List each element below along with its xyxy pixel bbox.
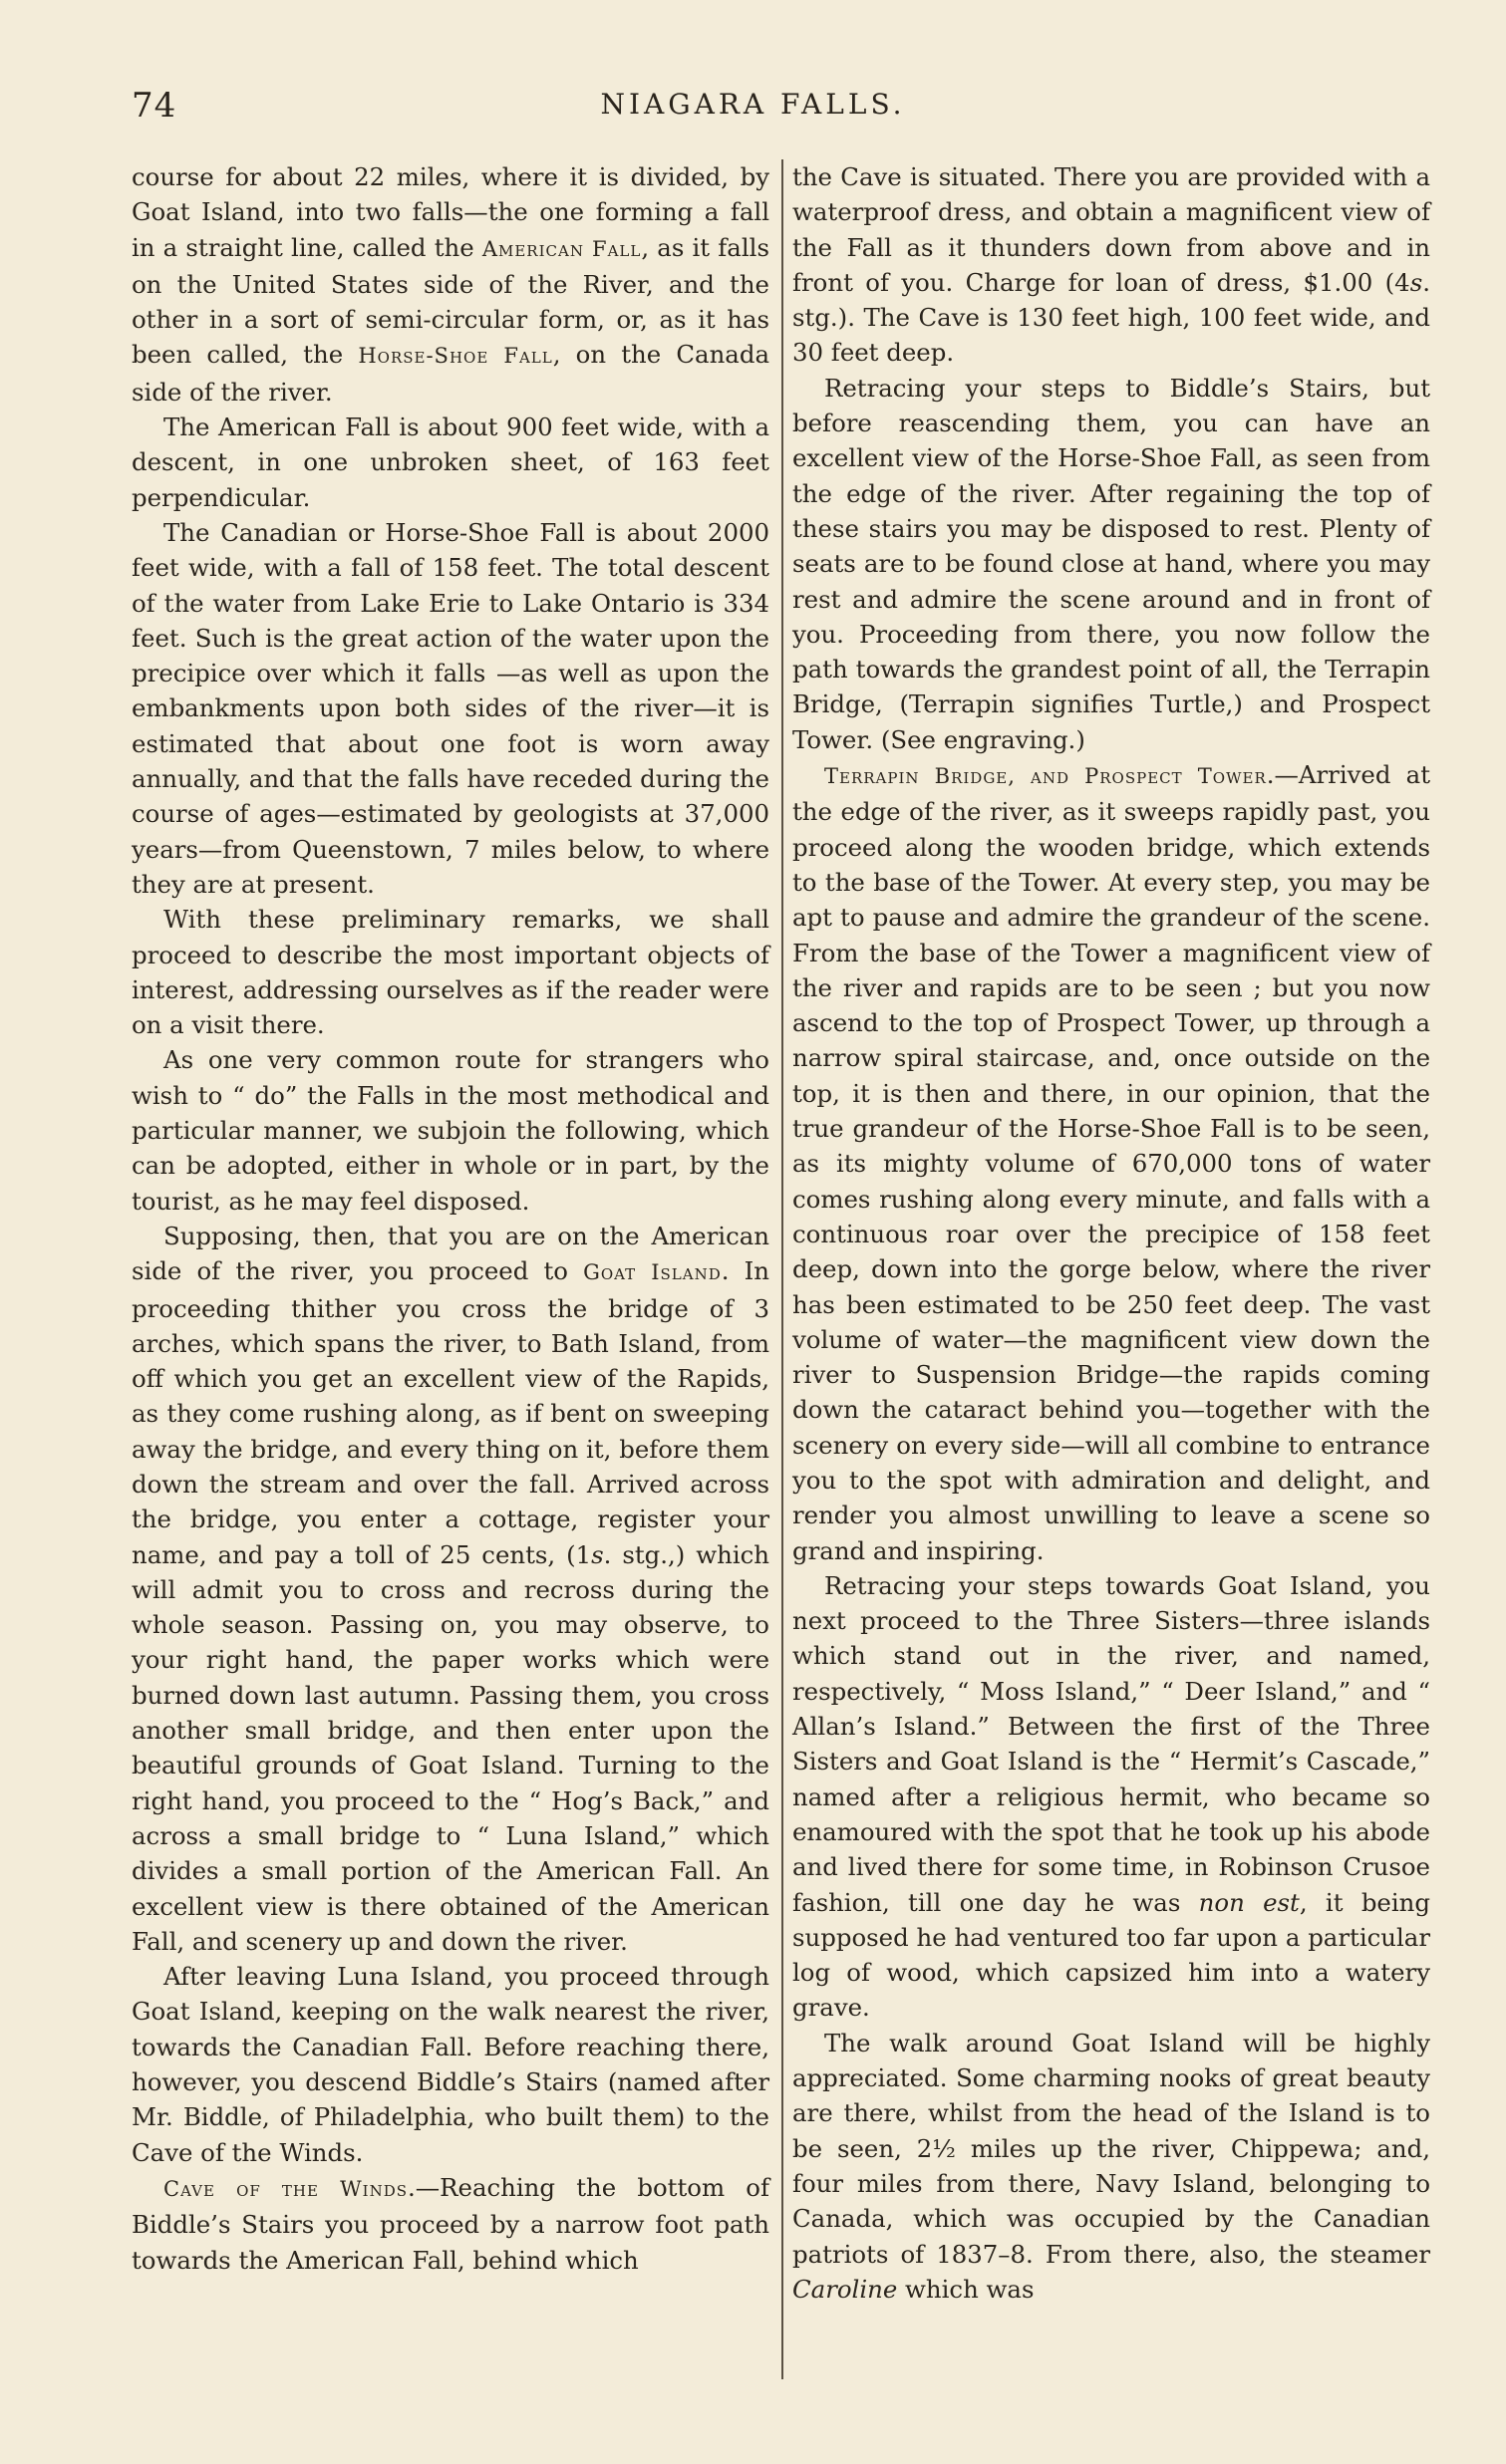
- goat-island-term: Goat Island: [583, 1260, 722, 1285]
- left-column: [132, 159, 769, 2278]
- paragraph: The American Fall is about 900 feet wide, with a descent, in one unbroken sheet, of 163 feet perpendicular.: [132, 412, 769, 512]
- section-heading-cave-of-the-winds: Cave of the Winds: [163, 2176, 409, 2201]
- paragraph: Terrapin Bridge, and Prospect Tower.—Arrived at the edge of the river, as it sweeps rapidly past, you proceed along the wooden bridge, which extends to the base of the Tower. At every step, you may be apt to pause and admire the grandeur of the scene. From the base of the Tower a magnificent view of the river and rapids are to be seen ; but you now ascend to the top of Prospect Tower, up through a narrow spiral staircase, and, once outside on the top, it is then and there, in our opinion, that the true grandeur of the Horse-Shoe Fall is to be seen, as its mighty volume of 670,000 tons of water comes rushing along every minute, and falls with a continuous roar over the precipice of 158 feet deep, down into the gorge below, where the river has been estimated to be 250 feet deep. The vast volume of water—the magnificent view down the river to Suspension Bridge—the rapids coming down the cataract behind you—together with the scenery on every side—will all combine to entrance you to the spot with admiration and delight, and render you almost unwilling to leave a scene so grand and inspiring.: [792, 760, 1430, 1565]
- paragraph: Cave of the Winds.—Reaching the bottom of Biddle’s Stairs you proceed by a narrow foot path towards the American Fall, behind which: [132, 2172, 769, 2275]
- paragraph: Retracing your steps towards Goat Island, you next proceed to the Three Sisters—three islands which stand out in the river, and named, respectively, “ Moss Island,” “ Deer Island,” and “ Allan’s Island.” Between the first of the Three Sisters and Goat Island is the “ Hermit’s Cascade,” named after a religious hermit, who became so enamoured with the spot that he took up his abode and lived there for some time, in Robinson Crusoe fashion, till one day he was non est, it being supposed he had ventured too far upon a particular log of wood, which capsized him into a watery grave.: [792, 1570, 1430, 2023]
- paragraph: With these preliminary remarks, we shall proceed to describe the most important objects of interest, addressing ourselves as if the reader were on a visit there.: [132, 905, 769, 1040]
- paragraph: After leaving Luna Island, you proceed through Goat Island, keeping on the walk nearest the river, towards the Canadian Fall. Before reaching there, however, you descend Biddle’s Stairs (named after Mr. Biddle, of Philadelphia, who built them) to the Cave of the Winds.: [132, 1962, 769, 2167]
- paragraph: As one very common route for strangers who wish to “ do” the Falls in the most methodical and particular manner, we subjoin the following, which can be adopted, either in whole or in part, by the tourist, as he may feel disposed.: [132, 1045, 769, 1216]
- paragraph: The Canadian or Horse-Shoe Fall is about 2000 feet wide, with a fall of 158 feet. The total descent of the water from Lake Erie to Lake Ontario is 334 feet. Such is the great action of the water upon the precipice over which it falls —as well as upon the embankments upon both sides of the river—it is estimated that about one foot is worn away annually, and that the falls have receded during the course of ages—estimated by geologists at 37,000 years—from Queenstown, 7 miles below, to where they are at present.: [132, 517, 769, 899]
- paragraph: Retracing your steps to Biddle’s Stairs, but before reascending them, you can have an excellent view of the Horse-Shoe Fall, as seen from the edge of the river. After regaining the top of these stairs you may be disposed to rest. Plenty of seats are to be found close at hand, where you may rest and admire the scene around and in front of you. Proceeding from there, you now follow the path towards the grandest point of all, the Terrapin Bridge, (Terrapin signifies Turtle,) and Prospect Tower. (See engraving.): [792, 373, 1430, 754]
- column-divider: [781, 159, 783, 2379]
- paragraph: the Cave is situated. There you are provided with a waterproof dress, and obtain a magnificent view of the Fall as it thunders down from above and in front of you. Charge for loan of dress, $1.00 (4s. stg.). The Cave is 130 feet high, 100 feet wide, and 30 feet deep.: [792, 162, 1430, 368]
- american-fall-term: American Fall: [481, 236, 642, 261]
- paragraph: The walk around Goat Island will be highly appreciated. Some charming nooks of great beauty are there, whilst from the head of the Island is to be seen, 2½ miles up the river, Chippewa; and, four miles from there, Navy Island, belonging to Canada, which was occupied by the Canadian patriots of 1837–8. From there, also, the steamer Caroline which was: [792, 2028, 1430, 2304]
- running-head: [0, 82, 1506, 132]
- running-title: NIAGARA FALLS.: [600, 88, 906, 121]
- page-number: 74: [132, 86, 177, 126]
- paragraph: Supposing, then, that you are on the American side of the river, you proceed to Goat Island. In proceeding thither you cross the bridge of 3 arches, which spans the river, to Bath Island, from off which you get an excellent view of the Rapids, as they come rushing along, as if bent on sweeping away the bridge, and every thing on it, before them down the stream and over the fall. Arrived across the bridge, you enter a cottage, register your name, and pay a toll of 25 cents, (1s. stg.,) which will admit you to cross and recross during the whole season. Passing on, you may observe, to your right hand, the paper works which were burned down last autumn. Passing them, you cross another small bridge, and then enter upon the beautiful grounds of Goat Island. Turning to the right hand, you proceed to the “ Hog’s Back,” and across a small bridge to “ Luna Island,” which divides a small portion of the American Fall. An excellent view is there obtained of the American Fall, and scenery up and down the river.: [132, 1221, 769, 1956]
- right-column: [792, 159, 1430, 2307]
- horse-shoe-fall-term: Horse-Shoe Fall: [358, 344, 553, 369]
- section-heading-terrapin-bridge: Terrapin Bridge, and Prospect Tower: [824, 764, 1267, 789]
- paragraph: course for about 22 miles, where it is divided, by Goat Island, into two falls—the one forming a fall in a straight line, called the American Fall, as it falls on the United States side of the River, and the other in a sort of semi-circular form, or, as it has been called, the Horse-Shoe Fall, on the Canada side of the river.: [132, 162, 769, 407]
